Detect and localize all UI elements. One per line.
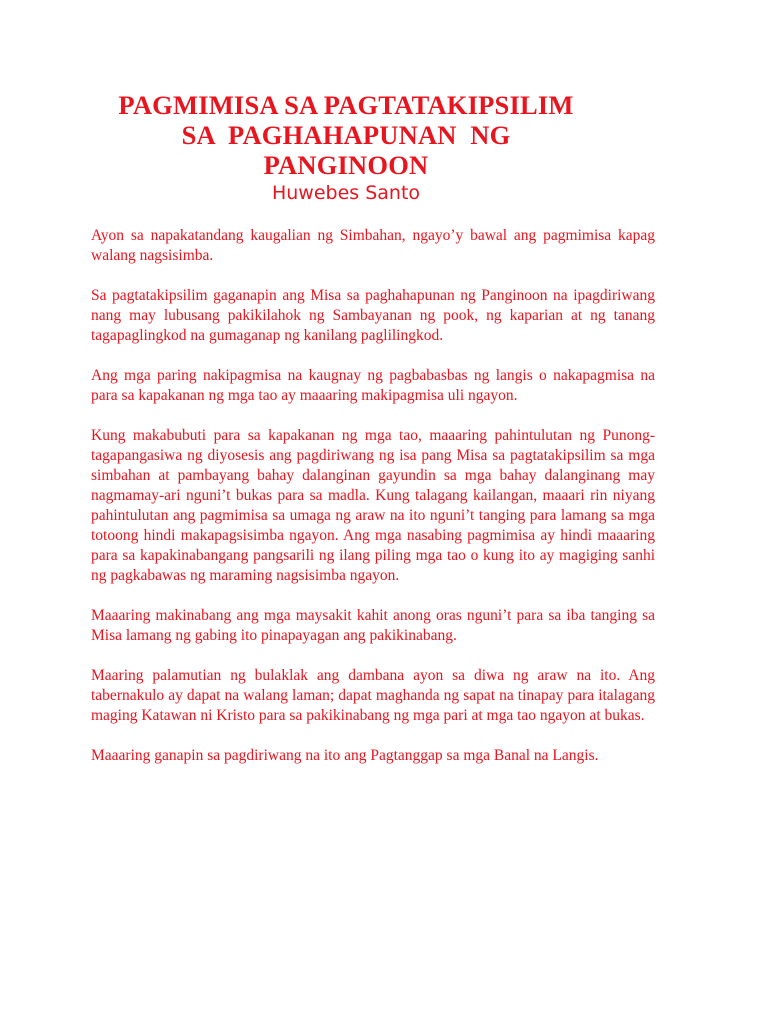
paragraph-4: Kung makabubuti para sa kapakanan ng mga tao, maaaring pahintulutan ng Punong- tagapangasiwa ng diyosesis ang pagdiriwang ng isa pang Misa sa pagtatakipsilim sa mga simbahan at pambayang bahay dalanginan gayundin sa mga bahay dalanginang may nagmamay-ari nguni’t bukas para sa madla. Kung talagang kailangan, maaari rin niyang pahintulutan ang pagmimisa sa umaga ng araw na ito nguni’t tanging para lamang sa mga totoong hindi makapagsisimba ngayon. Ang mga nasabing pagmimisa ay hindi maaaring para sa kapakinabangang pangsarili ng ilang piling mga tao o kung ito ay magiging sanhi ng pagkabawas ng maraming nagsisimba ngayon. bbox=[91, 427, 655, 584]
title-block bbox=[90, 90, 602, 206]
title-line-3: PANGINOON bbox=[263, 150, 429, 180]
paragraph-7: Maaaring ganapin sa pagdiriwang na ito ang Pagtanggap sa mga Banal na Langis. bbox=[91, 747, 599, 764]
paragraph-3: Ang mga paring nakipagmisa na kaugnay ng pagbabasbas ng langis o nakapagmisa na para sa kapakanan ng mga tao ay maaaring makipagmisa uli ngayon. bbox=[91, 367, 655, 404]
paragraph-1: Ayon sa napakatandang kaugalian ng Simbahan, ngayo’y bawal ang pagmimisa kapag walang nagsisimba. bbox=[91, 227, 655, 264]
paragraph-5: Maaaring makinabang ang mga maysakit kahit anong oras nguni’t para sa iba tanging sa Misa lamang ng gabing ito pinapayagan ang pakikinabang. bbox=[91, 607, 655, 644]
paragraph-6: Maaring palamutian ng bulaklak ang dambana ayon sa diwa ng araw na ito. Ang tabernakulo ay dapat na walang laman; dapat maghanda ng sapat na tinapay para italagang maging Katawan ni Kristo para sa pakikinabang ng mga pari at mga tao ngayon at bukas. bbox=[91, 667, 655, 724]
title-line-1: PAGMIMISA SA PAGTATAKIPSILIM bbox=[118, 90, 574, 120]
document-title bbox=[90, 90, 602, 180]
paragraph-2: Sa pagtatakipsilim gaganapin ang Misa sa paghahapunan ng Panginoon na ipagdiriwang nang may lubusang pakikilahok ng Sambayanan ng pook, ng kaparian at ng tanang tagapaglingkod na gumaganap ng kanilang paglilingkod. bbox=[91, 287, 655, 344]
title-line-2: SA PAGHAHAPUNAN NG bbox=[181, 120, 511, 150]
document-subtitle: Huwebes Santo bbox=[271, 182, 421, 204]
document-body bbox=[91, 226, 655, 786]
